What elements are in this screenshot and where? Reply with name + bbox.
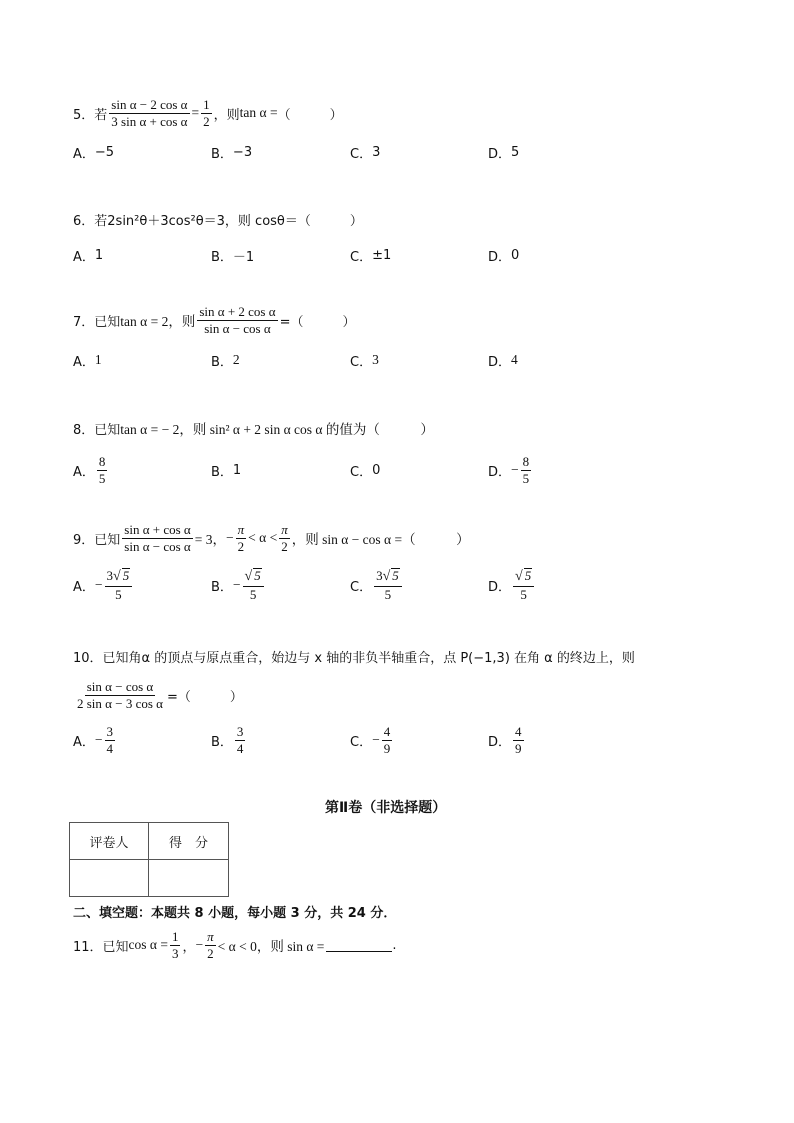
q9-option-a[interactable]: A． − $\frac{3√ 5}{5}$ <box>73 563 134 607</box>
q5-label: 5．若 <box>73 107 108 123</box>
q10-options <box>73 718 673 762</box>
score-table-header-score: 得 分 <box>149 823 229 860</box>
q5-option-c[interactable]: C． 3 <box>350 144 381 162</box>
q5-option-a[interactable]: A． −5 <box>73 144 115 162</box>
q7-option-a[interactable]: A． 1 <box>73 352 102 370</box>
score-table-grader-cell[interactable] <box>70 860 149 897</box>
q8-option-c[interactable]: C． 0 <box>350 462 381 480</box>
q9-options <box>73 563 673 607</box>
q10-option-d[interactable]: D． $\frac{4}{9}$ <box>488 723 522 756</box>
score-table-header-grader: 评卷人 <box>70 823 149 860</box>
question-5: 5．若 $\frac{\text{sin α − 2 cos α}}{\text{3 sin α + cos α}}$ = $\frac{1}{2}$ ，则 tan α = （ ） <box>73 97 343 129</box>
q11-answer-blank[interactable] <box>326 939 392 952</box>
q5-fraction: $\frac{\text{sin α − 2 cos α}}{\text{3 sin α + cos α}}$ <box>111 97 188 129</box>
q9-option-d[interactable]: D． $\frac{√ 5}{5}$ <box>488 563 536 607</box>
q10-fraction: $\frac{\text{sin α − cos α}}{\text{2 sin α − 3 cos α}}$ <box>77 679 163 711</box>
q6-options <box>73 233 673 277</box>
q8-option-b[interactable]: B． 1 <box>211 462 242 480</box>
q7-fraction: $\frac{\text{sin α + 2 cos α}}{\text{sin α − cos α}}$ <box>199 304 276 336</box>
q9-fraction: $\frac{\text{sin α + cos α}}{\text{sin α − cos α}}$ <box>124 522 191 554</box>
q8-option-d[interactable]: D． − $\frac{8}{5}$ <box>488 453 530 486</box>
q8-option-a[interactable]: A． $\frac{8}{5}$ <box>73 453 106 486</box>
score-table-score-cell[interactable] <box>149 860 229 897</box>
q5-option-d[interactable]: D． 5 <box>488 144 520 162</box>
q5-options <box>73 130 673 174</box>
q5-rhs-fraction: $\frac{1}{2}$ <box>203 97 210 129</box>
q6-option-b[interactable]: B． －1 <box>211 249 255 265</box>
q9-option-b[interactable]: B． − $\frac{√ 5}{5}$ <box>211 563 266 607</box>
q7-option-d[interactable]: D． 4 <box>488 352 518 370</box>
q6-option-d[interactable]: D． 0 <box>488 247 520 265</box>
q10-option-b[interactable]: B． $\frac{3}{4}$ <box>211 723 244 756</box>
question-10-expression: $\frac{\text{sin α − cos α}}{\text{2 sin α − 3 cos α}}$ =（ ） <box>77 679 243 711</box>
question-6: 6．若 2sin²θ＋3cos²θ＝3，则 cosθ＝（ ） <box>73 214 363 229</box>
section-title: 第Ⅱ卷（非选择题） <box>325 800 447 816</box>
q7-option-c[interactable]: C． 3 <box>350 352 379 370</box>
q9-option-c[interactable]: C． $\frac{3√ 5}{5}$ <box>350 563 404 607</box>
question-8: 8．已知 tan α = − 2，则 sin² α + 2 sin α cos α 的值为（ ） <box>73 422 434 438</box>
question-10: 10．已知角 α 的顶点与原点重合，始边与 x 轴的非负半轴重合，点 P(−1,3) 在角 α 的终边上，则 <box>73 651 635 666</box>
score-table <box>69 822 229 897</box>
q7-options <box>73 338 673 382</box>
question-9: 9．已知 $\frac{\text{sin α + cos α}}{\text{sin α − cos α}}$ = 3， − $\frac{\pi}{2}$ < α < $\frac{\pi}{2}$ ，则 sin α − cos α =（ ） <box>73 522 470 554</box>
question-7: 7．已知 tan α = 2，则 $\frac{\text{sin α + 2 cos α}}{\text{sin α − cos α}}$ =（ ） <box>73 304 356 336</box>
q6-option-a[interactable]: A． 1 <box>73 247 104 265</box>
q8-options <box>73 448 673 492</box>
fill-in-header: 二、填空题：本题共 8 小题，每小题 3 分，共 24 分． <box>73 906 397 921</box>
q6-option-c[interactable]: C． ±1 <box>350 247 392 265</box>
q10-option-c[interactable]: C． − $\frac{4}{9}$ <box>350 723 391 756</box>
q10-option-a[interactable]: A． − $\frac{3}{4}$ <box>73 723 114 756</box>
question-11: 11．已知 cos α = $\frac{1}{3}$ ， − $\frac{\pi}{2}$ < α < 0，则 sin α = . <box>73 929 397 961</box>
q5-option-b[interactable]: B． −3 <box>211 144 253 162</box>
q7-option-b[interactable]: B． 2 <box>211 352 240 370</box>
